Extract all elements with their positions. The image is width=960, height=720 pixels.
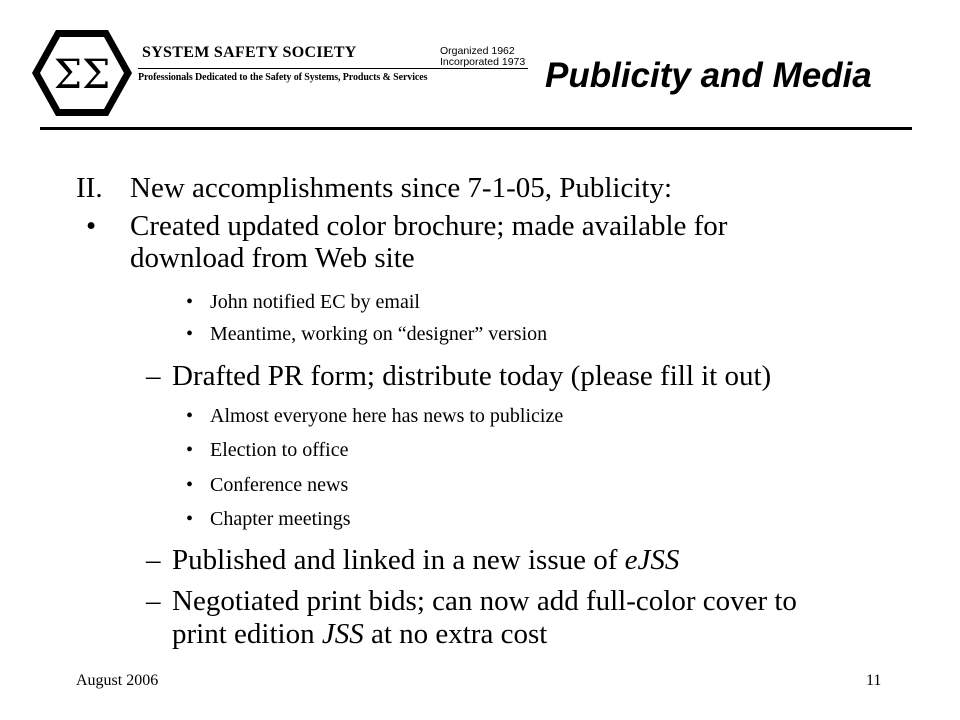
footer-date: August 2006 — [76, 672, 159, 689]
heading-marker: II. — [76, 172, 103, 204]
society-logo — [30, 28, 134, 118]
bullet-marker: • — [186, 323, 194, 345]
org-dates — [440, 46, 525, 68]
title-divider — [40, 127, 912, 130]
list-item-text-plain: at no extra cost — [363, 618, 548, 650]
list-item-text-italic: JSS — [321, 618, 364, 650]
list-item-text: Almost everyone here has news to publicize — [210, 405, 564, 427]
list-item-text — [172, 544, 679, 577]
org-name: SYSTEM SAFETY SOCIETY — [142, 44, 357, 61]
logo-symbol: ΣΣ — [53, 52, 111, 98]
org-tagline: Professionals Dedicated to the Safety of Systems, Products & Services — [138, 72, 428, 83]
org-divider — [138, 68, 528, 69]
page-number: 11 — [866, 672, 882, 689]
list-item-text-italic: eJSS — [624, 544, 680, 576]
organized-date: Organized 1962 — [440, 45, 515, 57]
list-item-text-plain: Published and linked in a new issue of — [172, 544, 625, 576]
list-item-text: Drafted PR form; distribute today (please fill it out) — [172, 360, 772, 392]
dash-marker: – — [146, 360, 161, 392]
bullet-marker: • — [186, 508, 194, 530]
dash-marker: – — [146, 585, 161, 617]
list-item-text: John notified EC by email — [210, 291, 420, 313]
slide-title: Publicity and Media — [545, 56, 872, 95]
list-item-text: Election to office — [210, 439, 349, 461]
bullet-marker: • — [186, 405, 194, 427]
list-item-text: Conference news — [210, 474, 349, 496]
incorporated-date: Incorporated 1973 — [440, 56, 526, 68]
list-item-text-plain: print edition — [172, 618, 322, 650]
bullet-marker: • — [186, 291, 194, 313]
heading-text: New accomplishments since 7-1-05, Publicity: — [130, 172, 673, 204]
bullet-marker: • — [186, 439, 194, 461]
bullet-marker: • — [86, 210, 97, 242]
dash-marker: – — [146, 544, 161, 576]
bullet-marker: • — [186, 474, 194, 496]
list-item-continuation — [172, 618, 547, 651]
list-item-text: Created updated color brochure; made available for — [130, 210, 728, 242]
list-item-text: Meantime, working on “designer” version — [210, 323, 548, 345]
list-item-text: Negotiated print bids; can now add full-color cover to — [172, 585, 797, 617]
list-item-continuation: download from Web site — [130, 242, 415, 274]
list-item-text: Chapter meetings — [210, 508, 351, 530]
